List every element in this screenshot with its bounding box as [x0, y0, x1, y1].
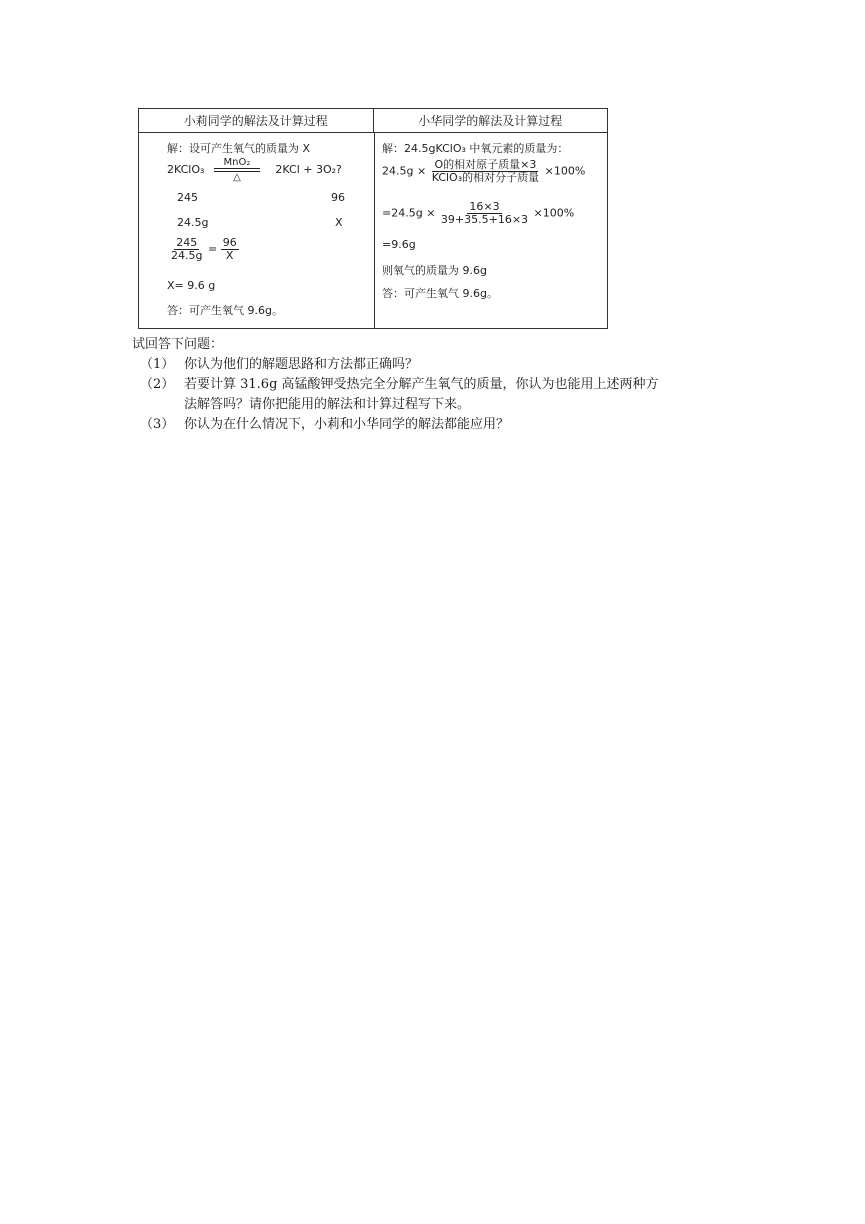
question-intro: 试回答下问题： [132, 337, 224, 352]
proportion-equation: $\frac{245}{24.5g}$ = $\frac{96}{X}$ [171, 236, 237, 262]
xiaoli-answer: 答：可产生氧气 9.6g。 [167, 304, 283, 317]
xiaohua-setup-line: 解：24.5gKClO₃ 中氧元素的质量为： [382, 142, 569, 155]
given-mass: 24.5g [177, 216, 209, 229]
heat-symbol: △ [233, 172, 241, 183]
chemical-equation [167, 157, 342, 183]
left-column-header: 小莉同学的解法及计算过程 [183, 114, 328, 128]
question-3-text: 你认为在什么情况下，小莉和小华同学的解法都能应用？ [184, 417, 510, 432]
molar-mass-right: 96 [331, 191, 345, 204]
reaction-arrow [214, 157, 260, 183]
oxygen-mass-statement: 则氧气的质量为 9.6g [382, 264, 487, 277]
table-header-row [139, 109, 607, 133]
catalyst-label: MnO₂ [223, 157, 251, 168]
xiaohua-answer: 答：可产生氧气 9.6g。 [382, 287, 498, 300]
question-3-number: （3） [140, 417, 175, 432]
question-2-text: 若要计算 31.6g 高锰酸钾受热完全分解产生氧气的质量，你认为也能用上述两种方 [184, 377, 659, 392]
xiaohua-solution [374, 133, 607, 328]
molar-mass-left: 245 [177, 191, 198, 204]
question-1-text: 你认为他们的解题思路和方法都正确吗？ [184, 357, 419, 372]
oxygen-fraction-expression: 24.5g × $\frac{\text{O的相对原子质量×3}}{\text{KClO₃的相对分子质量}}$ ×100% [382, 158, 586, 184]
numeric-fraction-expression: =24.5g × $\frac{16\times 3}{39+35.5+16\times 3}$ ×100% [382, 200, 575, 226]
table-body [139, 133, 607, 328]
xiaoli-solution [139, 133, 374, 328]
question-2-continuation: 法解答吗？请你把能用的解法和计算过程写下来。 [184, 397, 471, 412]
equation-products: 2KCl + 3O₂? [275, 163, 342, 176]
equation-reactant: 2KClO₃ [167, 163, 205, 176]
xiaoli-result: X= 9.6 g [167, 279, 216, 292]
xiaoli-setup-line: 解：设可产生氧气的质量为 X [167, 142, 311, 155]
ratio-fraction-left: $\frac{245}{24.5g}$ [171, 236, 203, 262]
solution-comparison-table [138, 108, 608, 329]
atomic-mass-fraction: $\frac{\text{O的相对原子质量×3}}{\text{KClO₃的相对分子质量}}$ [431, 158, 540, 184]
ratio-fraction-right: $\frac{96}{X}$ [222, 236, 237, 262]
question-1-number: （1） [140, 357, 175, 372]
unknown-mass: X [335, 216, 343, 229]
xiaohua-result: =9.6g [382, 238, 416, 251]
numeric-fraction: $\frac{16\times 3}{39+35.5+16\times 3}$ [440, 200, 529, 226]
question-2-number: （2） [140, 377, 175, 392]
right-column-header: 小华同学的解法及计算过程 [373, 109, 608, 132]
